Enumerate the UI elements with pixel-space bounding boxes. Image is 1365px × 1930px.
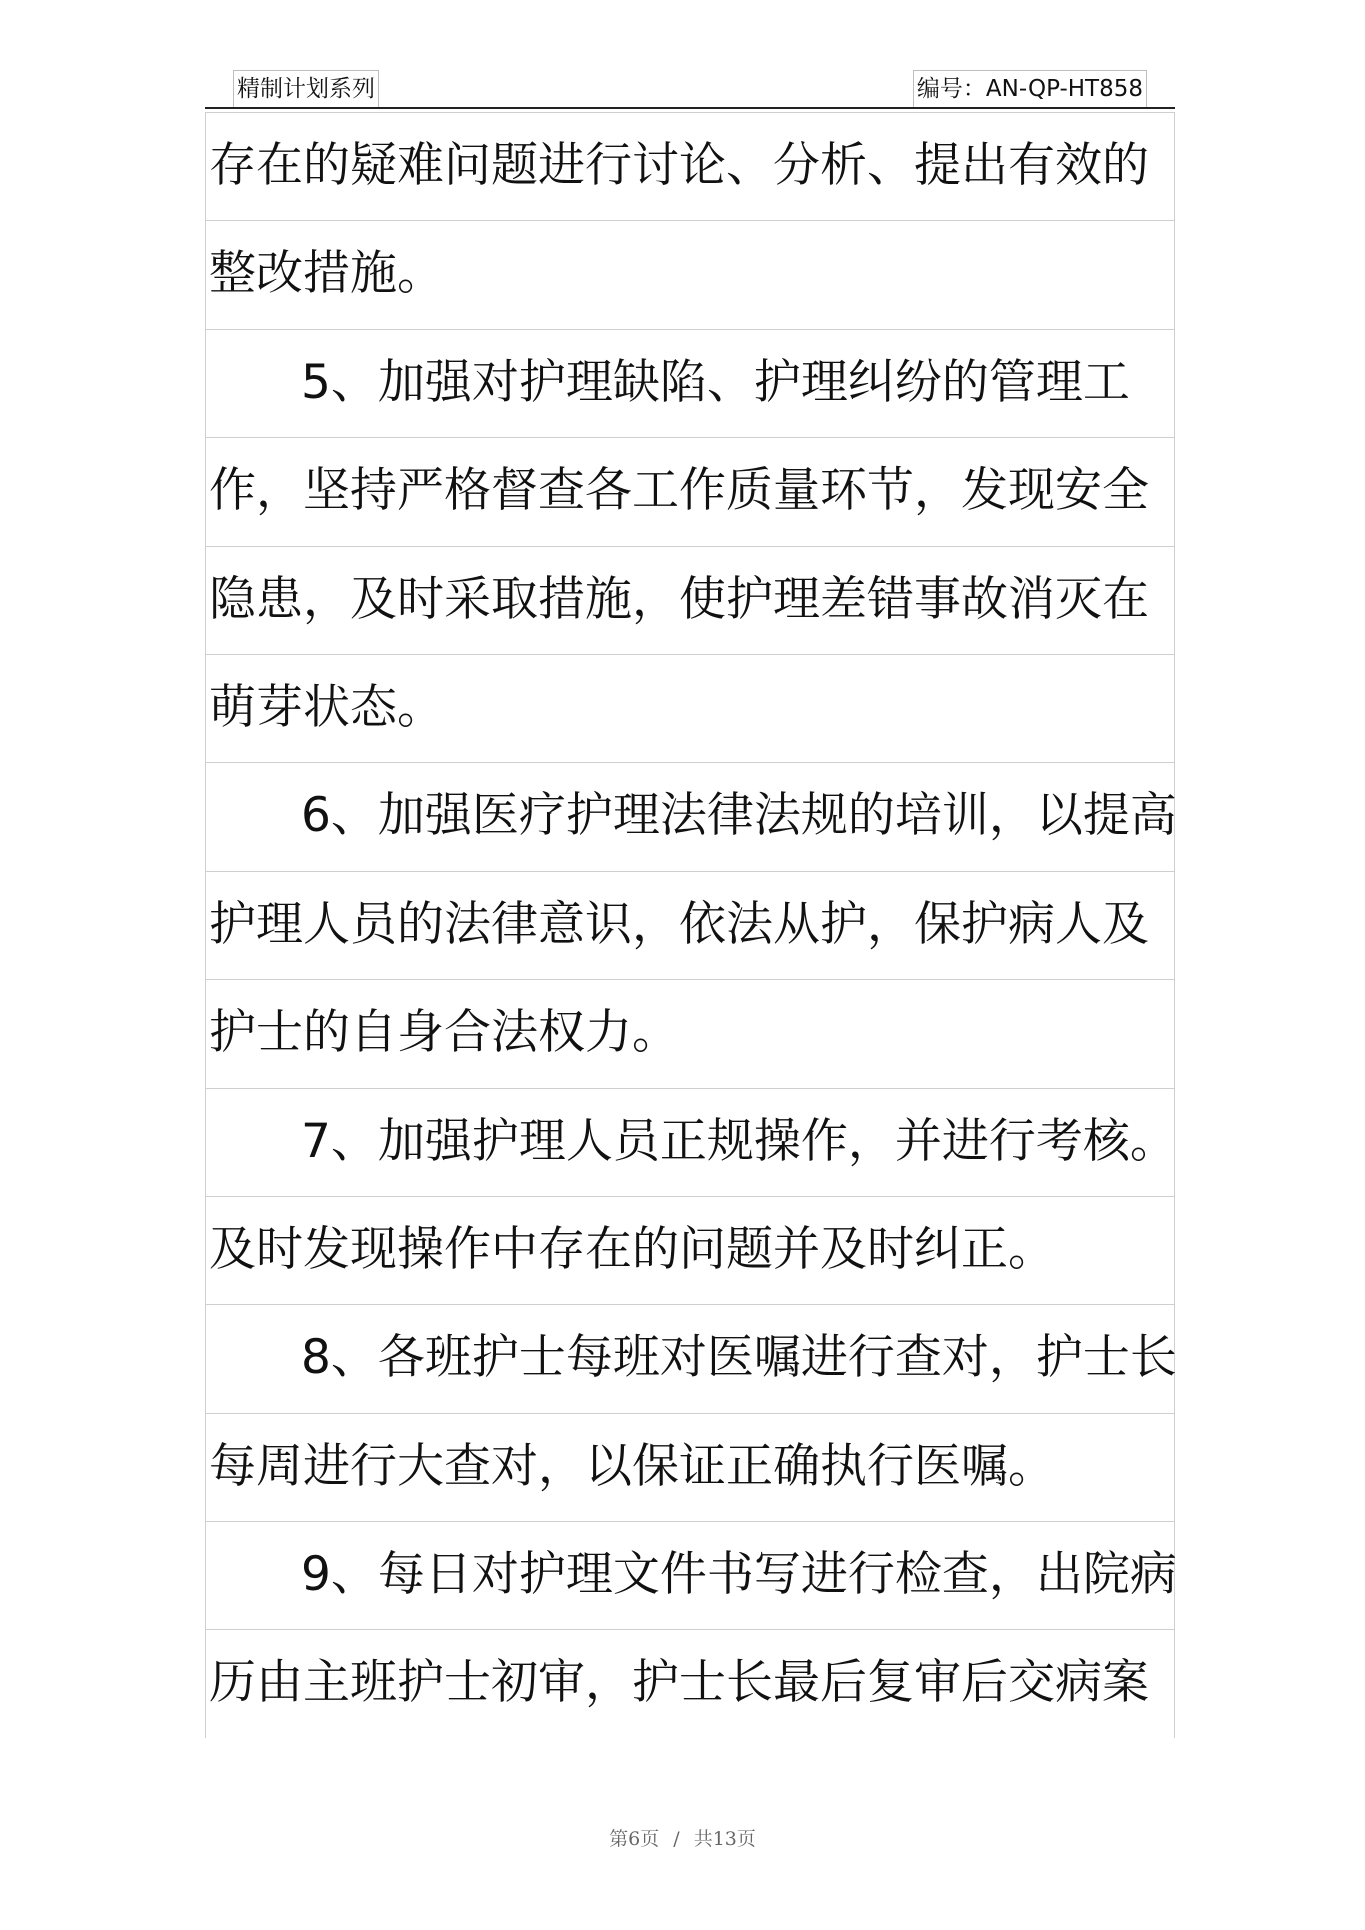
page-footer [0,1824,1365,1851]
header-divider [205,107,1175,109]
text-line [205,1521,1175,1629]
line-text: 整改措施。 [209,246,444,302]
text-line [205,1304,1175,1412]
line-text: 护士的自身合法权力。 [209,1005,679,1061]
line-text: 6、加强医疗护理法律法规的培训，以提高 [301,788,1177,844]
text-line [205,220,1175,328]
text-line [205,1413,1175,1521]
text-line [205,437,1175,545]
line-text: 护理人员的法律意识，依法从护，保护病人及 [209,896,1149,952]
line-text: 9、每日对护理文件书写进行检查，出院病 [301,1547,1177,1603]
text-line [205,871,1175,979]
line-text: 及时发现操作中存在的问题并及时纠正。 [209,1221,1055,1277]
document-number: 编号：AN-QP-HT858 [913,70,1147,107]
text-line [205,1196,1175,1304]
text-line [205,654,1175,762]
text-line [205,1088,1175,1196]
current-page: 第6页 [609,1828,660,1850]
series-label: 精制计划系列 [233,70,379,107]
text-line [205,979,1175,1087]
line-text: 5、加强对护理缺陷、护理纠纷的管理工 [301,354,1130,410]
line-text: 隐患，及时采取措施，使护理差错事故消灭在 [209,571,1149,627]
line-text: 每周进行大查对，以保证正确执行医嘱。 [209,1438,1055,1494]
document-body [205,112,1175,1738]
line-text: 7、加强护理人员正规操作，并进行考核。 [301,1113,1177,1169]
line-text: 存在的疑难问题进行讨论、分析、提出有效的 [209,138,1149,193]
text-line [205,1629,1175,1737]
line-text: 萌芽状态。 [209,679,444,735]
total-pages: 共13页 [693,1828,756,1850]
text-line [205,112,1175,220]
line-text: 作，坚持严格督查各工作质量环节，发现安全 [209,463,1149,519]
text-line [205,329,1175,437]
text-line [205,762,1175,870]
line-text: 8、各班护士每班对医嘱进行查对，护士长 [301,1330,1177,1386]
line-text: 历由主班护士初审，护士长最后复审后交病案 [209,1655,1149,1711]
page-header [205,0,1175,112]
page-separator: / [673,1828,680,1850]
text-line [205,546,1175,654]
